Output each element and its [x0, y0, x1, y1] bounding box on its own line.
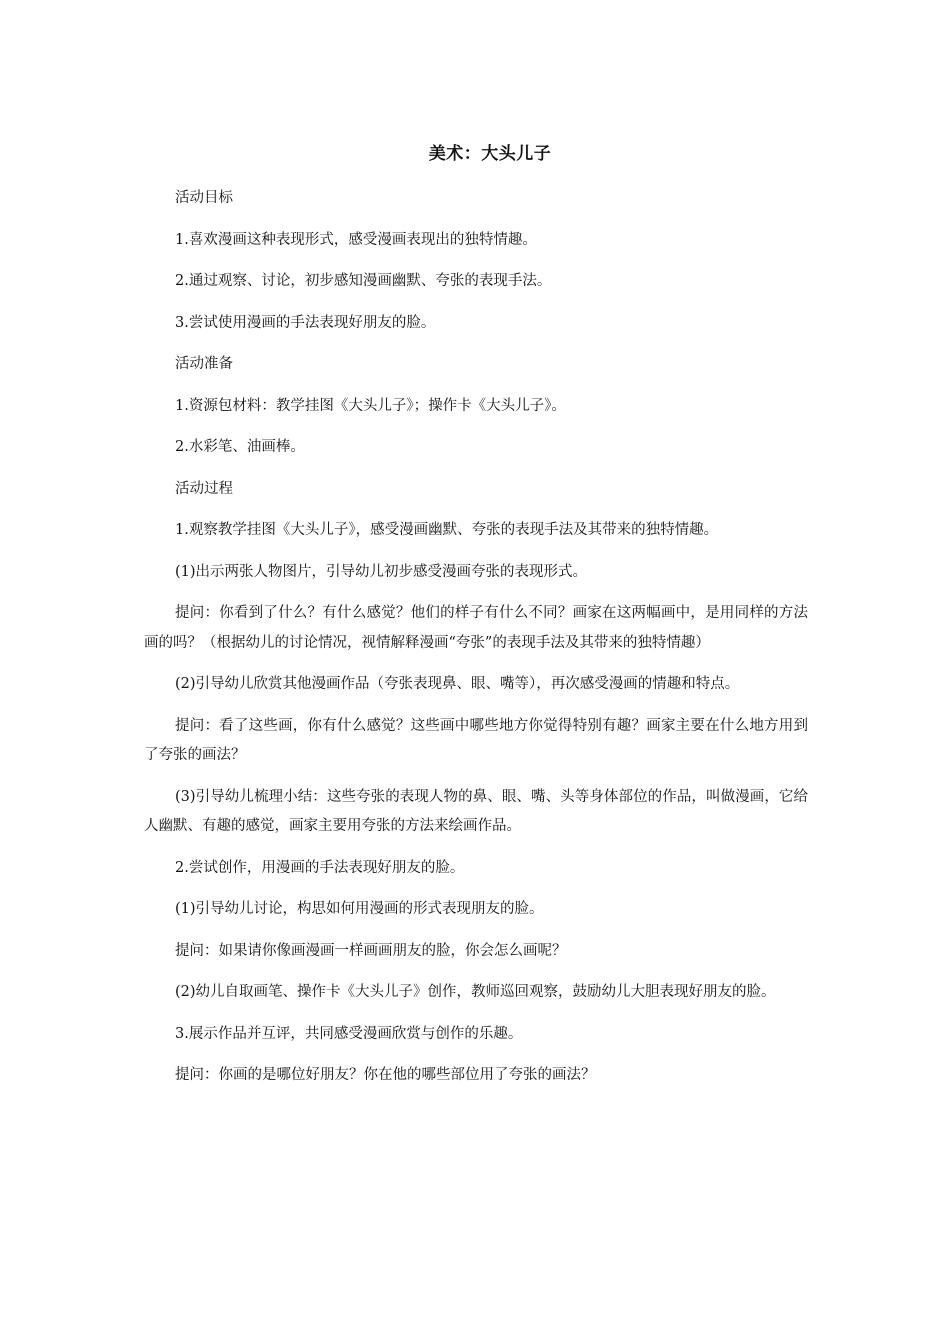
goal-item-1: 1.喜欢漫画这种表现形式，感受漫画表现出的独特情趣。: [175, 231, 537, 248]
process-substep-1-1: (1)出示两张人物图片，引导幼儿初步感受漫画夸张的表现形式。: [175, 563, 588, 580]
question-2: 提问：看了这些画，你有什么感觉？这些画中哪些地方你觉得特别有趣？画家主要在什么地方用到了夸张的画法？: [144, 717, 808, 763]
process-substep-2-2: (2)幼儿自取画笔、操作卡《大头儿子》创作，教师巡回观察，鼓励幼儿大胆表现好朋友的脸。: [175, 984, 776, 1000]
goal-item-2: 2.通过观察、讨论，初步感知漫画幽默、夸张的表现手法。: [175, 273, 552, 289]
section-heading-process: 活动过程: [175, 480, 233, 497]
preparation-item-1: 1.资源包材料：教学挂图《大头儿子》；操作卡《大头儿子》。: [175, 397, 566, 414]
preparation-item-2: 2.水彩笔、油画棒。: [175, 439, 305, 455]
section-heading-goals: 活动目标: [175, 190, 233, 206]
process-step-2: 2.尝试创作，用漫画的手法表现好朋友的脸。: [175, 859, 465, 876]
process-substep-2-1: (1)引导幼儿讨论，构思如何用漫画的形式表现朋友的脸。: [175, 901, 544, 917]
process-step-1: 1.观察教学挂图《大头儿子》，感受漫画幽默、夸张的表现手法及其带来的独特情趣。: [175, 522, 719, 538]
document-title: 美术：大头儿子: [428, 144, 552, 164]
process-step-3: 3.展示作品并互评，共同感受漫画欣赏与创作的乐趣。: [175, 1025, 523, 1042]
process-substep-1-2: (2)引导幼儿欣赏其他漫画作品（夸张表现鼻、眼、嘴等），再次感受漫画的情趣和特点。: [175, 676, 740, 692]
document-body: [144, 184, 808, 1103]
section-heading-preparation: 活动准备: [175, 356, 233, 372]
question-4: 提问：你画的是哪位好朋友？你在他的哪些部位用了夸张的画法？: [175, 1067, 596, 1083]
process-substep-1-3: (3)引导幼儿梳理小结：这些夸张的表现人物的鼻、眼、嘴、头等身体部位的作品，叫做漫画，它给人幽默、有趣的感觉，画家主要用夸张的方法来绘画作品。: [144, 788, 808, 834]
question-1: 提问：你看到了什么？有什么感觉？他们的样子有什么不同？画家在这两幅画中，是用同样的方法画的吗？（根据幼儿的讨论情况，视情解释漫画“夸张”的表现手法及其带来的独特情趣）: [144, 605, 808, 651]
question-3: 提问：如果请你像画漫画一样画画朋友的脸，你会怎么画呢？: [175, 942, 567, 959]
goal-item-3: 3.尝试使用漫画的手法表现好朋友的脸。: [175, 314, 436, 331]
